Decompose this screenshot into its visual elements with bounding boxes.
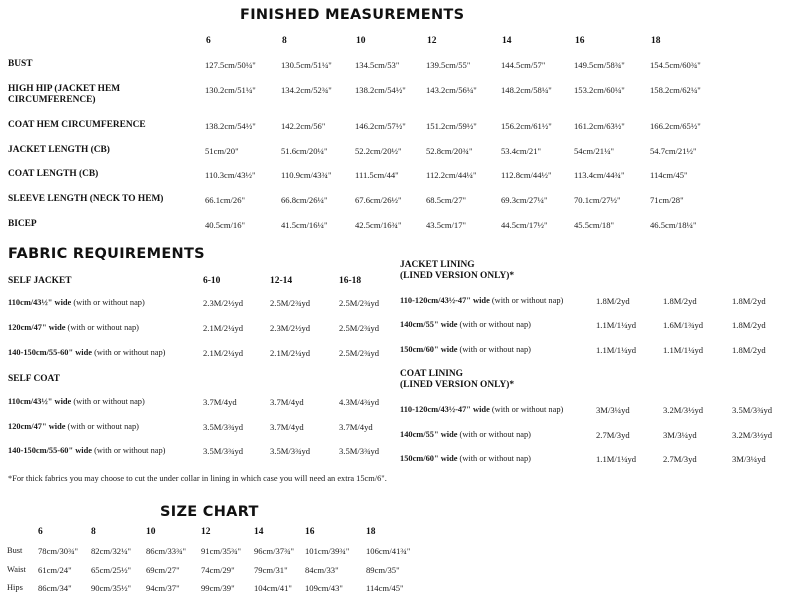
size-chart-value: 79cm/31" (254, 565, 288, 575)
measurement-value: 127.5cm/50¼" (205, 60, 256, 70)
self-jacket-value: 2.5M/2¾yd (339, 348, 380, 358)
measurement-value: 67.6cm/26½" (355, 195, 402, 205)
fabric-requirements-title: FABRIC REQUIREMENTS (8, 246, 205, 262)
self-coat-value: 3.7M/4yd (270, 422, 304, 432)
coat-lining-value: 3.2M/3½yd (732, 430, 773, 440)
size-header: 8 (282, 36, 287, 46)
size-chart-value: 96cm/37¾" (254, 546, 295, 556)
measurement-value: 41.5cm/16¼" (281, 220, 328, 230)
jacket-lining-value: 1.1M/1¼yd (596, 345, 637, 355)
jacket-lining-value: 1.1M/1¼yd (663, 345, 704, 355)
nap-note: (with or without nap) (91, 348, 166, 357)
coat-lining-value: 3.2M/3½yd (663, 405, 704, 415)
measurement-value: 138.2cm/54½" (355, 85, 406, 95)
self-jacket-label (8, 323, 139, 332)
jacket-lining-value: 1.8M/2yd (732, 345, 766, 355)
size-header: 16 (305, 527, 315, 537)
self-coat-title: SELF COAT (8, 374, 60, 384)
size-chart-value: 109cm/43" (305, 583, 343, 593)
self-jacket-value: 2.5M/2¾yd (339, 298, 380, 308)
fabric-width: 140cm/55" wide (400, 320, 458, 329)
jacket-lining-title-line2: (LINED VERSION ONLY)* (400, 271, 515, 281)
measurement-value: 154.5cm/60¾" (650, 60, 701, 70)
measurement-label: BICEP (8, 219, 37, 229)
measurement-value: 112.2cm/44¼" (426, 170, 477, 180)
jacket-lining-label (400, 345, 531, 354)
coat-lining-label (400, 405, 563, 414)
fabric-width: 140-150cm/55-60" wide (8, 446, 92, 455)
measurement-value: 66.8cm/26¼" (281, 195, 328, 205)
coat-lining-value: 3.5M/3¾yd (732, 405, 773, 415)
size-header: 16 (575, 36, 585, 46)
measurement-value: 134.5cm/53" (355, 60, 400, 70)
size-chart-value: 61cm/24" (38, 565, 72, 575)
self-coat-label (8, 397, 145, 406)
coat-lining-label (400, 430, 531, 439)
fabric-width: 110cm/43½" wide (8, 397, 72, 406)
measurement-value: 40.5cm/16" (205, 220, 246, 230)
measurement-value: 144.5cm/57" (501, 60, 546, 70)
self-coat-value: 3.5M/3¾yd (203, 422, 244, 432)
fabric-width: 120cm/47" wide (8, 422, 66, 431)
measurement-value: 113.4cm/44¾" (574, 170, 625, 180)
fabric-width: 110-120cm/43½-47" wide (400, 405, 490, 414)
size-chart-value: 90cm/35½" (91, 583, 132, 593)
measurement-value: 52.8cm/20¾" (426, 146, 473, 156)
thick-fabric-note: *For thick fabrics you may choose to cut the under collar in lining in which case you will need an extra 15cm/6". (8, 474, 387, 483)
coat-lining-value: 3M/3¼yd (663, 430, 697, 440)
measurement-value: 110.3cm/43½" (205, 170, 256, 180)
size-chart-value: 86cm/34" (38, 583, 72, 593)
measurement-label: COAT HEM CIRCUMFERENCE (8, 120, 146, 130)
size-header: 10 (146, 527, 156, 537)
measurement-value: 111.5cm/44" (355, 170, 399, 180)
measurement-label: COAT LENGTH (CB) (8, 169, 99, 179)
self-coat-value: 4.3M/4¾yd (339, 397, 380, 407)
jacket-lining-value: 1.6M/1¾yd (663, 320, 704, 330)
measurement-value: 130.2cm/51¼" (205, 85, 256, 95)
nap-note: (with or without nap) (457, 345, 531, 354)
size-range-header: 16-18 (339, 276, 362, 286)
measurement-value: 110.9cm/43¾" (281, 170, 332, 180)
measurement-value: 112.8cm/44½" (501, 170, 552, 180)
jacket-lining-label (400, 320, 531, 329)
measurement-value: 143.2cm/56¼" (426, 85, 477, 95)
measurement-value: 158.2cm/62¼" (650, 85, 701, 95)
size-chart-value: 78cm/30¾" (38, 546, 79, 556)
nap-note: (with or without nap) (91, 446, 166, 455)
fabric-width: 150cm/60" wide (400, 345, 458, 354)
measurement-value: 114cm/45" (650, 170, 688, 180)
self-jacket-value: 2.1M/2¼yd (203, 348, 244, 358)
measurement-value: 161.2cm/63½" (574, 121, 625, 131)
measurement-value: 54cm/21¼" (574, 146, 615, 156)
jacket-lining-title (400, 260, 514, 282)
size-chart-value: 69cm/27" (146, 565, 180, 575)
coat-lining-title-line1: COAT LINING (400, 369, 463, 379)
size-header: 6 (38, 527, 43, 537)
self-coat-value: 3.7M/4yd (203, 397, 237, 407)
self-jacket-value: 2.3M/2½yd (203, 298, 244, 308)
measurement-value: 151.2cm/59½" (426, 121, 477, 131)
nap-note: (with or without nap) (457, 454, 531, 463)
coat-lining-value: 2.7M/3yd (663, 454, 697, 464)
measurement-value: 45.5cm/18" (574, 220, 615, 230)
measurement-label: JACKET LENGTH (CB) (8, 145, 110, 155)
size-header: 14 (254, 527, 264, 537)
jacket-lining-label (400, 296, 563, 305)
measurement-label: HIGH HIP (JACKET HEM CIRCUMFERENCE) (8, 84, 121, 105)
coat-lining-value: 1.1M/1¼yd (596, 454, 637, 464)
measurement-value: 153.2cm/60¼" (574, 85, 625, 95)
coat-lining-title (400, 369, 514, 391)
fabric-width: 150cm/60" wide (400, 454, 458, 463)
size-header: 18 (366, 527, 376, 537)
measurement-value: 68.5cm/27" (426, 195, 467, 205)
nap-note: (with or without nap) (489, 405, 564, 414)
self-coat-value: 3.5M/3¾yd (203, 446, 244, 456)
measurement-value: 43.5cm/17" (426, 220, 467, 230)
measurement-value: 130.5cm/51¼" (281, 60, 332, 70)
jacket-lining-value: 1.8M/2yd (596, 296, 630, 306)
measurement-value: 142.2cm/56" (281, 121, 326, 131)
coat-lining-label (400, 454, 531, 463)
measurement-value: 44.5cm/17½" (501, 220, 548, 230)
size-chart-value: 86cm/33¾" (146, 546, 187, 556)
measurement-value: 138.2cm/54½" (205, 121, 256, 131)
measurement-value: 54.7cm/21½" (650, 146, 697, 156)
fabric-width: 110cm/43½" wide (8, 298, 72, 307)
size-chart-value: 89cm/35" (366, 565, 400, 575)
size-header: 12 (427, 36, 437, 46)
measurement-value: 42.5cm/16¾" (355, 220, 402, 230)
size-chart-row-label: Waist (7, 565, 26, 574)
fabric-width: 140-150cm/55-60" wide (8, 348, 92, 357)
self-coat-value: 3.5M/3¾yd (339, 446, 380, 456)
size-header: 14 (502, 36, 512, 46)
coat-lining-value: 3M/3¼yd (732, 454, 766, 464)
nap-note: (with or without nap) (489, 296, 564, 305)
self-jacket-value: 2.5M/2¾yd (270, 298, 311, 308)
self-coat-value: 3.7M/4yd (339, 422, 373, 432)
self-jacket-title: SELF JACKET (8, 276, 72, 286)
fabric-width: 110-120cm/43½-47" wide (400, 296, 490, 305)
size-range-header: 12-14 (270, 276, 293, 286)
size-chart-value: 101cm/39¾" (305, 546, 350, 556)
measurement-value: 149.5cm/58¾" (574, 60, 625, 70)
jacket-lining-value: 1.8M/2yd (732, 320, 766, 330)
fabric-width: 140cm/55" wide (400, 430, 458, 439)
size-chart-row-label: Bust (7, 546, 23, 555)
size-chart-row-label: Hips (7, 583, 23, 592)
size-chart-value: 65cm/25½" (91, 565, 132, 575)
coat-lining-value: 2.7M/3yd (596, 430, 630, 440)
jacket-lining-value: 1.8M/2yd (663, 296, 697, 306)
nap-note: (with or without nap) (71, 298, 145, 307)
size-chart-value: 104cm/41" (254, 583, 292, 593)
coat-lining-value: 3M/3¼yd (596, 405, 630, 415)
self-jacket-value: 2.5M/2¾yd (339, 323, 380, 333)
size-header: 18 (651, 36, 661, 46)
self-coat-value: 3.5M/3¾yd (270, 446, 311, 456)
measurement-value: 66.1cm/26" (205, 195, 246, 205)
coat-lining-title-line2: (LINED VERSION ONLY)* (400, 380, 515, 390)
self-jacket-value: 2.1M/2¼yd (203, 323, 244, 333)
self-jacket-value: 2.3M/2½yd (270, 323, 311, 333)
size-header: 10 (356, 36, 366, 46)
nap-note: (with or without nap) (65, 422, 139, 431)
self-coat-value: 3.7M/4yd (270, 397, 304, 407)
measurement-value: 53.4cm/21" (501, 146, 542, 156)
size-header: 8 (91, 527, 96, 537)
size-chart-value: 74cm/29" (201, 565, 235, 575)
size-chart-value: 91cm/35¾" (201, 546, 242, 556)
jacket-lining-value: 1.1M/1¼yd (596, 320, 637, 330)
jacket-lining-title-line1: JACKET LINING (400, 260, 475, 270)
nap-note: (with or without nap) (71, 397, 145, 406)
nap-note: (with or without nap) (457, 430, 531, 439)
measurement-value: 156.2cm/61½" (501, 121, 552, 131)
size-range-header: 6-10 (203, 276, 221, 286)
size-chart-title: SIZE CHART (160, 504, 259, 520)
measurement-value: 70.1cm/27½" (574, 195, 621, 205)
fabric-width: 120cm/47" wide (8, 323, 66, 332)
measurement-label: SLEEVE LENGTH (NECK TO HEM) (8, 194, 164, 204)
self-jacket-label (8, 298, 145, 307)
measurement-value: 139.5cm/55" (426, 60, 471, 70)
measurement-value: 51.6cm/20¼" (281, 146, 328, 156)
size-chart-value: 114cm/45" (366, 583, 404, 593)
measurement-value: 146.2cm/57½" (355, 121, 406, 131)
size-header: 6 (206, 36, 211, 46)
size-chart-value: 99cm/39" (201, 583, 235, 593)
measurement-label: BUST (8, 59, 33, 69)
size-chart-value: 106cm/41¾" (366, 546, 411, 556)
self-coat-label (8, 422, 139, 431)
nap-note: (with or without nap) (65, 323, 139, 332)
self-coat-label (8, 446, 165, 455)
measurement-value: 148.2cm/58¼" (501, 85, 552, 95)
measurement-value: 134.2cm/52¾" (281, 85, 332, 95)
measurement-value: 52.2cm/20½" (355, 146, 402, 156)
self-jacket-value: 2.1M/2¼yd (270, 348, 311, 358)
self-jacket-label (8, 348, 165, 357)
measurement-value: 71cm/28" (650, 195, 684, 205)
measurement-value: 69.3cm/27¼" (501, 195, 548, 205)
size-header: 12 (201, 527, 211, 537)
size-chart-value: 84cm/33" (305, 565, 339, 575)
size-chart-value: 94cm/37" (146, 583, 180, 593)
finished-measurements-title: FINISHED MEASUREMENTS (240, 7, 465, 23)
size-chart-value: 82cm/32¼" (91, 546, 132, 556)
measurement-value: 51cm/20" (205, 146, 239, 156)
measurement-value: 46.5cm/18¼" (650, 220, 697, 230)
jacket-lining-value: 1.8M/2yd (732, 296, 766, 306)
measurement-value: 166.2cm/65½" (650, 121, 701, 131)
nap-note: (with or without nap) (457, 320, 531, 329)
